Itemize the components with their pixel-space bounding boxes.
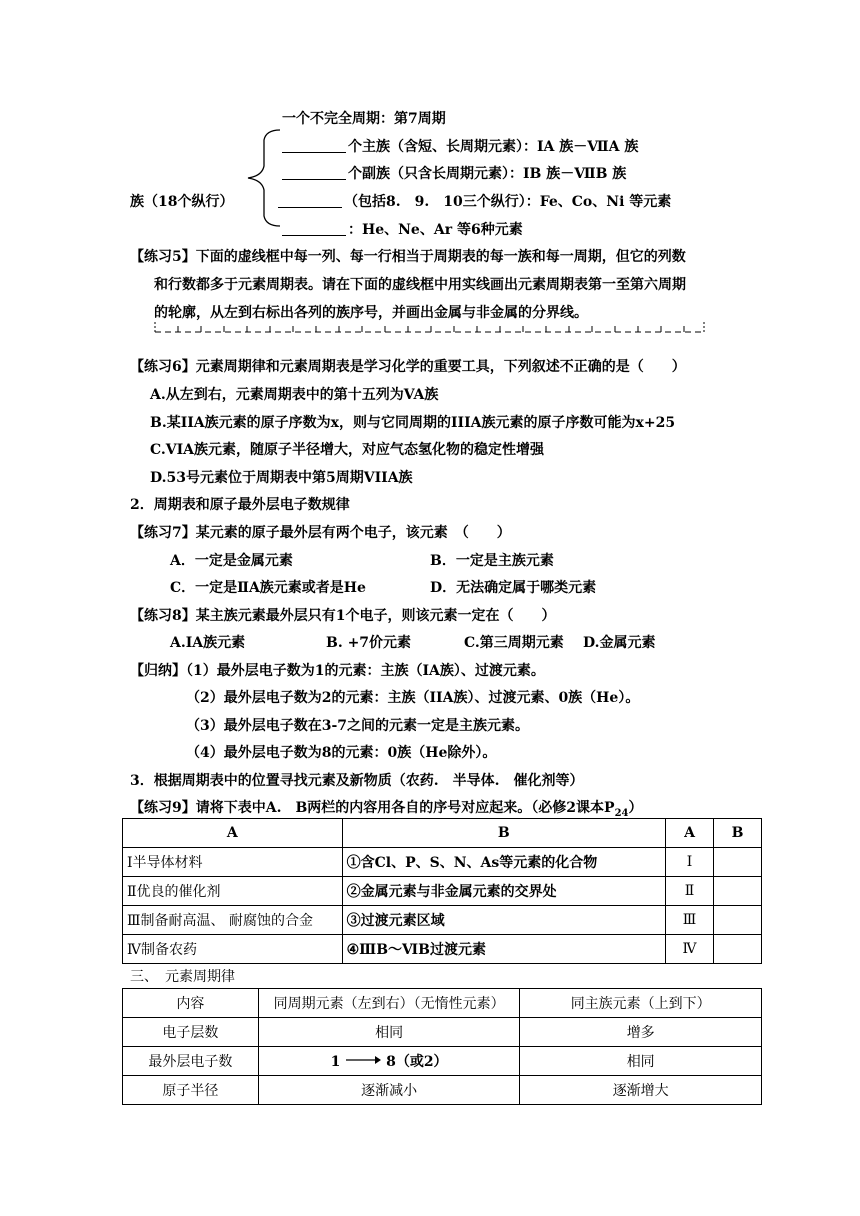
header-content: 内容 xyxy=(123,989,259,1018)
table-row xyxy=(123,1018,762,1047)
table-row xyxy=(123,906,762,935)
table-header-row xyxy=(123,819,762,848)
cell-a: Ⅳ制备农药 xyxy=(123,935,343,964)
ex8-option-b[interactable]: B. +7价元素 xyxy=(326,635,412,651)
groups-line5: ：He、Ne、Ar 等6种元素 xyxy=(282,221,523,239)
groups-line4: （包括8. 9. 10三个纵行）：Fe、Co、Ni 等元素 xyxy=(278,193,671,211)
ex7-question: 【练习7】某元素的原子最外层有两个电子，该元素 （ ） xyxy=(130,525,511,541)
row-label: 最外层电子数 xyxy=(123,1047,259,1076)
ex6-question: 【练习6】元素周期律和元素周期表是学习化学的重要工具，下列叙述不正确的是（ ） xyxy=(130,359,686,375)
cell-a-answer: Ⅳ xyxy=(666,935,714,964)
header-b: B xyxy=(342,819,665,848)
ex7-option-b[interactable]: B．一定是主族元素 xyxy=(430,553,554,569)
table-row xyxy=(123,848,762,877)
ex9-question: 【练习9】请将下表中A. B两栏的内容用各自的序号对应起来。（必修2课本$P_{24}$） xyxy=(130,800,643,819)
answer-blank[interactable] xyxy=(278,193,342,208)
cell-a: Ⅰ半导体材料 xyxy=(123,848,343,877)
header-a-answer: A xyxy=(666,819,714,848)
cell-b-answer[interactable] xyxy=(714,906,762,935)
cell-a-answer: Ⅲ xyxy=(666,906,714,935)
groups-line1: 一个不完全周期：第7周期 xyxy=(282,111,446,127)
header-b-answer: B xyxy=(714,819,762,848)
row-label: 电子层数 xyxy=(123,1018,259,1047)
cell-a: Ⅱ优良的催化剂 xyxy=(123,877,343,906)
ex7-option-c[interactable]: C．一定是ⅡA族元素或者是He xyxy=(170,580,366,596)
cell-a-answer: Ⅱ xyxy=(666,877,714,906)
cell-group: 增多 xyxy=(520,1018,762,1047)
right-arrow-icon xyxy=(345,1052,381,1064)
answer-blank[interactable] xyxy=(282,165,346,180)
cell-period: 相同 xyxy=(258,1018,520,1047)
periodic-law-table xyxy=(122,988,762,1105)
ex9-table xyxy=(122,818,762,964)
ex8-question: 【练习8】某主族元素最外层只有1个电子，则该元素一定在（ ） xyxy=(130,608,556,624)
ex8-option-c[interactable]: C.第三周期元素 xyxy=(464,635,564,651)
ex5-line3: 的轮廓，从左到右标出各列的族序号，并画出金属与非金属的分界线。 xyxy=(154,305,588,321)
summary-line2: （2）最外层电子数为2的元素：主族（IIA族）、过渡元素、0族（He）。 xyxy=(186,690,640,706)
cell-b-answer[interactable] xyxy=(714,935,762,964)
cell-a-answer: Ⅰ xyxy=(666,848,714,877)
answer-blank[interactable] xyxy=(282,138,346,153)
table-row xyxy=(123,935,762,964)
ex5-line1: 【练习5】下面的虚线框中每一列、每一行相当于周期表的每一族和每一周期，但它的列数 xyxy=(130,249,686,265)
ex6-option-a[interactable]: A.从左到右，元素周期表中的第十五列为VA族 xyxy=(150,387,439,403)
cell-b-answer[interactable] xyxy=(714,877,762,906)
cell-b: ①含Cl、P、S、N、As等元素的化合物 xyxy=(342,848,665,877)
section-law-heading: 三、 元素周期律 xyxy=(130,969,235,985)
ex8-option-a[interactable]: A.ⅠA族元素 xyxy=(170,635,246,651)
header-same-group: 同主族元素（上到下） xyxy=(520,989,762,1018)
cell-b-answer[interactable] xyxy=(714,848,762,877)
cell-group: 逐渐增大 xyxy=(520,1076,762,1105)
ex6-option-c[interactable]: C.VIA族元素，随原子半径增大，对应气态氢化物的稳定性增强 xyxy=(150,442,545,458)
arrow-start: 1 xyxy=(330,1054,341,1070)
curly-brace xyxy=(244,128,284,228)
section-3-heading: 3．根据周期表中的位置寻找元素及新物质（农药. 半导体. 催化剂等） xyxy=(130,773,584,789)
groups-line2: 个主族（含短、长周期元素）：ⅠA 族－ⅦA 族 xyxy=(282,138,638,156)
summary-line1: 【归纳】（1）最外层电子数为1的元素：主族（IA族）、过渡元素。 xyxy=(130,663,545,679)
table-row xyxy=(123,1076,762,1105)
ex7-option-d[interactable]: D．无法确定属于哪类元素 xyxy=(430,580,597,596)
cell-period xyxy=(258,1047,520,1076)
cell-a: Ⅲ制备耐高温、 耐腐蚀的合金 xyxy=(123,906,343,935)
header-a: A xyxy=(123,819,343,848)
cell-b: ③过渡元素区域 xyxy=(342,906,665,935)
cell-b: ④ⅢB～ⅥB过渡元素 xyxy=(342,935,665,964)
table-header-row xyxy=(123,989,762,1018)
header-same-period: 同周期元素（左到右）（无惰性元素） xyxy=(258,989,520,1018)
arrow-end: 8（或2） xyxy=(386,1054,448,1070)
groups-line3: 个副族（只含长周期元素）：ⅠB 族－ⅦB 族 xyxy=(282,165,626,183)
ex6-option-b[interactable]: B.某IIA族元素的原子序数为x，则与它同周期的IIIA族元素的原子序数可能为x+25 xyxy=(150,415,676,431)
section-2-heading: 2．周期表和原子最外层电子数规律 xyxy=(130,497,350,513)
groups-outer-label: 族（18个纵行） xyxy=(130,194,234,210)
ex8-option-d[interactable]: D.金属元素 xyxy=(583,635,656,651)
ex6-option-d[interactable]: D.53号元素位于周期表中第5周期VIIA族 xyxy=(150,470,413,486)
dashed-grid-box[interactable] xyxy=(154,322,706,334)
cell-b: ②金属元素与非金属元素的交界处 xyxy=(342,877,665,906)
cell-group: 相同 xyxy=(520,1047,762,1076)
cell-period: 逐渐减小 xyxy=(258,1076,520,1105)
answer-blank[interactable] xyxy=(282,221,346,236)
summary-line3: （3）最外层电子数在3-7之间的元素一定是主族元素。 xyxy=(186,718,530,734)
table-row xyxy=(123,1047,762,1076)
ex7-option-a[interactable]: A．一定是金属元素 xyxy=(170,553,293,569)
row-label: 原子半径 xyxy=(123,1076,259,1105)
table-row xyxy=(123,877,762,906)
ex5-line2: 和行数都多于元素周期表。请在下面的虚线框中用实线画出元素周期表第一至第六周期 xyxy=(154,277,686,293)
summary-line4: （4）最外层电子数为8的元素：0族（He除外）。 xyxy=(186,745,497,761)
